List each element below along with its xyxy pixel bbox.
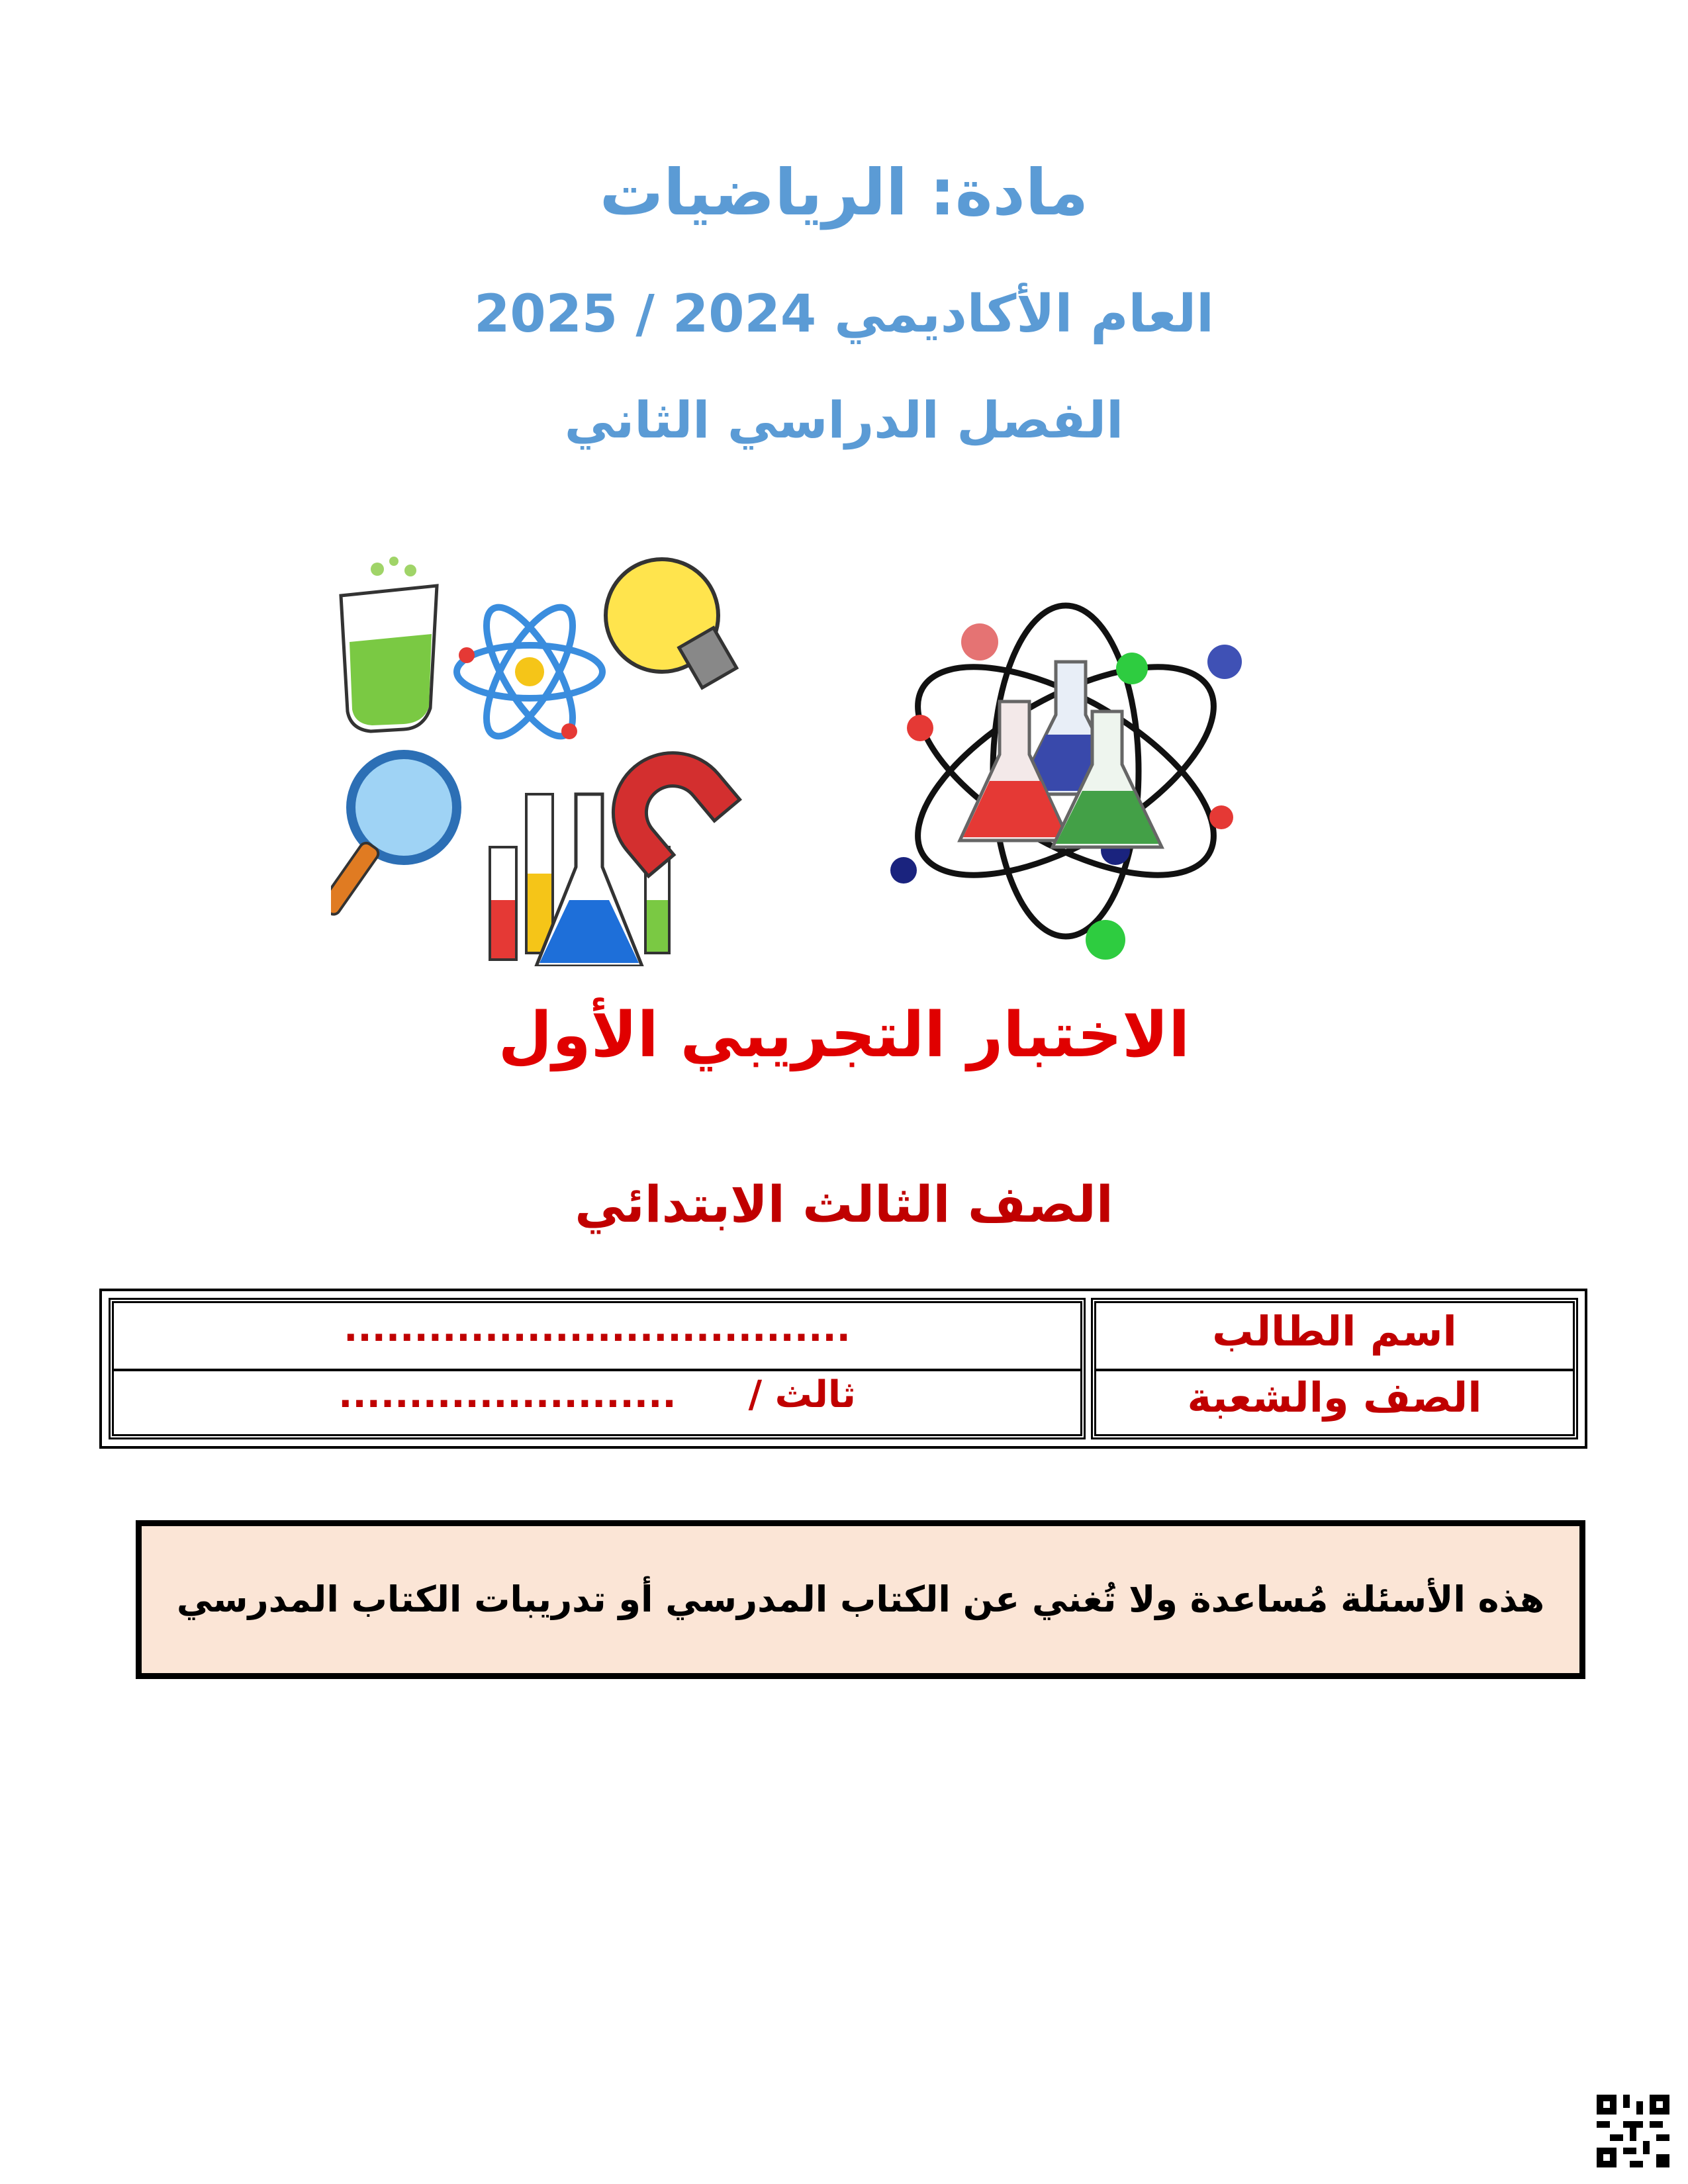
student-name-label: اسم الطالب — [1212, 1307, 1457, 1355]
qr-code-icon — [1597, 2095, 1669, 2167]
student-info-labels — [1091, 1298, 1578, 1439]
atom-flasks-image — [867, 563, 1258, 973]
row-divider — [114, 1369, 1080, 1371]
lightbulb-icon — [606, 559, 737, 688]
class-section-field[interactable] — [114, 1373, 1080, 1416]
beaker-icon — [341, 557, 437, 731]
row-divider — [1096, 1369, 1573, 1371]
grade-title: الصف الثالث الابتدائي — [575, 1175, 1113, 1234]
class-prefix: ثالث / — [748, 1373, 856, 1416]
notice-box — [136, 1520, 1585, 1679]
class-dots: ........................ — [338, 1373, 677, 1416]
exam-title: الاختبار التجريبي الأول — [498, 999, 1190, 1071]
science-clipart-collage — [331, 549, 755, 966]
student-name-field[interactable]: .................................... — [344, 1307, 851, 1350]
academic-year: العام الأكاديمي 2024 / 2025 — [474, 285, 1214, 344]
notice-text: هذه الأسئلة مُساعدة ولا تُغني عن الكتاب المدرسي أو تدريبات الكتاب المدرسي — [176, 1578, 1545, 1620]
class-section-label: الصف والشعبة — [1187, 1373, 1482, 1422]
subject-title: مادة: الرياضيات — [599, 156, 1089, 230]
atom-icon — [457, 596, 602, 749]
student-info-table — [99, 1289, 1587, 1449]
student-info-values — [109, 1298, 1086, 1439]
magnet-icon — [589, 729, 740, 876]
magnifier-icon — [331, 754, 457, 917]
term-title: الفصل الدراسي الثاني — [564, 390, 1124, 449]
